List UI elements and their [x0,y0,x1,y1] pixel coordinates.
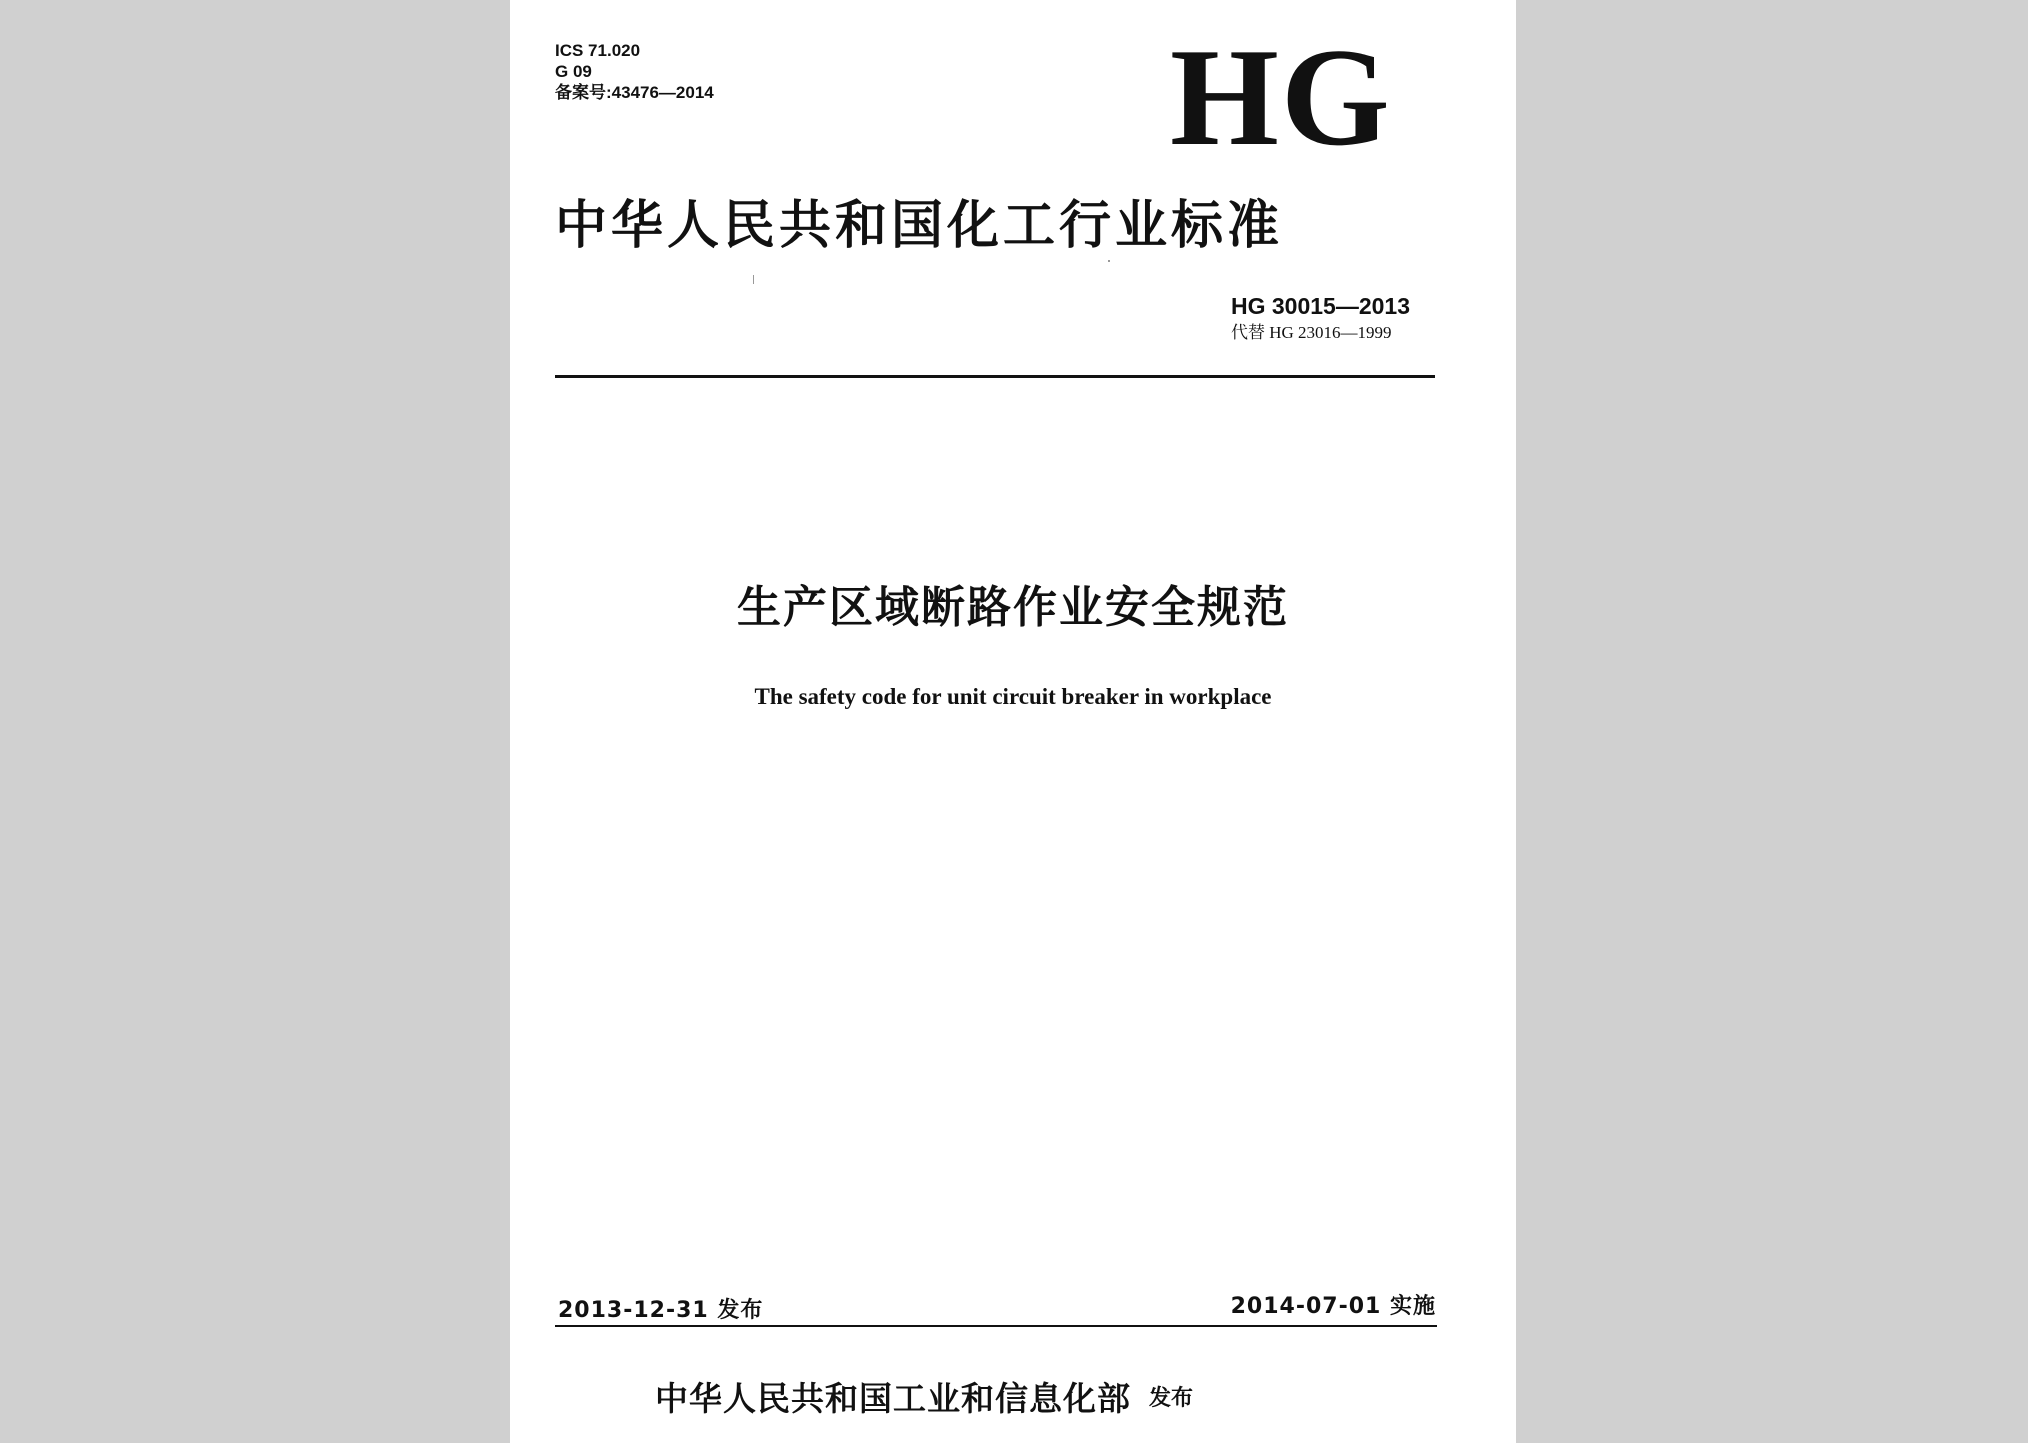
scan-speck [1108,260,1110,262]
standard-category-title: 中华人民共和国化工行业标准 [555,196,1284,256]
implementation-date: 2014-07-01 实施 [1230,1294,1436,1319]
document-title-en: The safety code for unit circuit breaker in workplace [754,684,1272,709]
standard-cover-page [510,0,1516,1443]
document-title-cn: 生产区域断路作业安全规范 [737,582,1289,633]
ccs-code: G 09 [555,62,592,81]
publish-label: 发布 [1149,1386,1194,1411]
header-divider [555,375,1435,378]
classification-block [555,40,714,103]
standard-number-block [1231,292,1410,346]
publisher-line [655,1378,1193,1420]
ics-code: ICS 71.020 [555,41,641,60]
publisher-org: 中华人民共和国工业和信息化部 [655,1379,1131,1418]
issue-date: 2013-12-31 发布 [558,1298,764,1323]
standard-code-logo: HG [1170,20,1392,175]
replaces-standard: 代替 HG 23016—1999 [1230,323,1392,342]
standard-number: HG 30015—2013 [1230,293,1410,319]
filing-number: 备案号:43476—2014 [555,83,714,102]
scan-speck [753,275,754,284]
footer-divider [555,1325,1437,1327]
